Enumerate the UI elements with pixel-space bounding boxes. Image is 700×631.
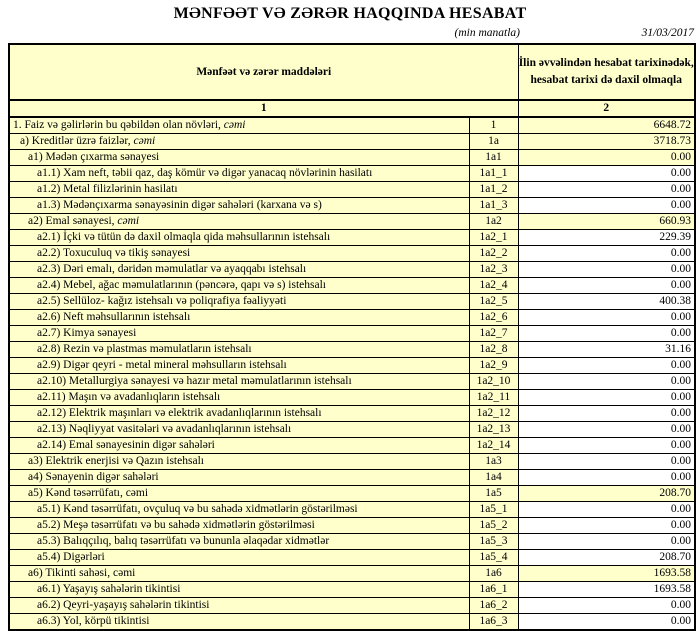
row-label: a2.5) Sellüloz- kağız istehsalı və poliqrafiya fəaliyyəti [9, 294, 469, 310]
row-label: a2.1) İçki və tütün də daxil olmaqla qida məhsullarının istehsalı [9, 230, 469, 246]
row-value-input-cell[interactable]: 0.00 [518, 310, 695, 326]
row-label: a1.2) Metal filizlərinin hasilatı [9, 182, 469, 198]
report-table [8, 43, 696, 631]
row-code: 1a1_3 [469, 198, 518, 214]
table-row [9, 566, 695, 582]
table-row [9, 342, 695, 358]
row-label-italic-suffix: cəmi [220, 119, 246, 131]
table-row [9, 294, 695, 310]
row-label-italic-suffix: cəmi [130, 135, 156, 147]
row-code: 1a5_3 [469, 534, 518, 550]
row-label: a2.7) Kimya sənayesi [9, 326, 469, 342]
row-label: a2.10) Metallurgiya sənayesi və hazır metal məmulatlarının istehsalı [9, 374, 469, 390]
row-label: a3) Elektrik enerjisi və Qazın istehsalı [9, 454, 469, 470]
row-code: 1a2_5 [469, 294, 518, 310]
row-label: a5.4) Digərləri [9, 550, 469, 566]
row-value-input-cell[interactable]: 208.70 [518, 550, 695, 566]
row-value-input-cell[interactable]: 0.00 [518, 534, 695, 550]
table-row [9, 438, 695, 454]
value-column-header: İlin əvvəlindən hesabat tarixinədək, hesabat tarixi də daxil olmaqla [518, 44, 695, 100]
row-code: 1a6_2 [469, 598, 518, 614]
row-label: a2.14) Emal sənayesinin digər sahələri [9, 438, 469, 454]
row-value-input-cell[interactable]: 0.00 [518, 422, 695, 438]
row-value-input-cell[interactable]: 0.00 [518, 406, 695, 422]
table-row [9, 518, 695, 534]
row-code: 1a6_3 [469, 614, 518, 631]
table-row [9, 582, 695, 598]
row-value-total-cell: 208.70 [518, 486, 695, 502]
report-meta [8, 27, 694, 42]
row-label: a2.11) Maşın və avadanlıqların istehsalı [9, 390, 469, 406]
items-column-header: Mənfəət və zərər maddələri [9, 44, 518, 100]
row-label: a2) Emal sənayesi, cəmi [9, 214, 469, 230]
table-row [9, 470, 695, 486]
row-code: 1a2_14 [469, 438, 518, 454]
table-row [9, 326, 695, 342]
row-code: 1a2_2 [469, 246, 518, 262]
row-label: a5.3) Balıqçılıq, balıq təsərrüfatı və bununla əlaqədar xidmətlər [9, 534, 469, 550]
row-code: 1a2_12 [469, 406, 518, 422]
row-code: 1a4 [469, 470, 518, 486]
row-label: a2.9) Digər qeyri - metal mineral məhsulların istehsalı [9, 358, 469, 374]
row-label: a2.12) Elektrik maşınları və elektrik avadanlıqlarının istehsalı [9, 406, 469, 422]
row-value-input-cell[interactable]: 1693.58 [518, 582, 695, 598]
table-row [9, 150, 695, 166]
row-code: 1a2_9 [469, 358, 518, 374]
row-label: a2.6) Neft məhsullarının istehsalı [9, 310, 469, 326]
row-label: 1. Faiz və gəlirlərin bu qəbildən olan növləri, cəmi [9, 117, 469, 134]
row-value-input-cell[interactable]: 0.00 [518, 614, 695, 631]
report-date: 31/03/2017 [641, 27, 694, 39]
row-value-input-cell[interactable]: 0.00 [518, 262, 695, 278]
row-label: a) Kreditlər üzrə faizlər, cəmi [9, 134, 469, 150]
table-row [9, 246, 695, 262]
row-code: 1a5_4 [469, 550, 518, 566]
row-value-total-cell: 660.93 [518, 214, 695, 230]
row-value-input-cell[interactable]: 0.00 [518, 166, 695, 182]
row-code: 1a1 [469, 150, 518, 166]
row-code: 1a2_13 [469, 422, 518, 438]
row-code: 1a6_1 [469, 582, 518, 598]
row-code: 1a6 [469, 566, 518, 582]
row-code: 1a5 [469, 486, 518, 502]
report-table-header [9, 44, 695, 117]
row-label: a2.4) Mebel, ağac məmulatlarının (pəncərə, qapı və s) istehsalı [9, 278, 469, 294]
row-value-input-cell[interactable]: 0.00 [518, 326, 695, 342]
table-row [9, 534, 695, 550]
row-label: a2.8) Rezin və plastmas məmulatların istehsalı [9, 342, 469, 358]
row-label: a4) Sənayenin digər sahələri [9, 470, 469, 486]
row-value-input-cell[interactable]: 229.39 [518, 230, 695, 246]
row-label: a6.1) Yaşayış sahələrin tikintisi [9, 582, 469, 598]
table-row [9, 390, 695, 406]
row-value-input-cell[interactable]: 0.00 [518, 390, 695, 406]
table-row [9, 278, 695, 294]
row-code: 1a2_1 [469, 230, 518, 246]
report-table-body [9, 117, 695, 630]
column-number-items: 1 [9, 100, 518, 117]
table-row [9, 134, 695, 150]
row-code: 1a2_11 [469, 390, 518, 406]
table-row [9, 198, 695, 214]
row-label: a5) Kənd təsərrüfatı, cəmi [9, 486, 469, 502]
row-code: 1a2_4 [469, 278, 518, 294]
row-label: a1.3) Mədənçıxarma sənayəsinin digər sahələri (karxana və s) [9, 198, 469, 214]
report-title: MƏNFƏƏT VƏ ZƏRƏR HAQQINDA HESABAT [173, 5, 527, 22]
row-value-input-cell[interactable]: 0.00 [518, 598, 695, 614]
row-label: a1) Mədən çıxarma sənayesi [9, 150, 469, 166]
table-row [9, 214, 695, 230]
row-value-total-cell: 1693.58 [518, 566, 695, 582]
table-row [9, 230, 695, 246]
row-value-input-cell[interactable]: 0.00 [518, 374, 695, 390]
row-value-total-cell: 0.00 [518, 150, 695, 166]
row-label: a5.2) Meşə təsərrüfatı və bu sahədə xidmətlərin göstərilməsi [9, 518, 469, 534]
table-row [9, 117, 695, 134]
row-code: 1a [469, 134, 518, 150]
table-row [9, 182, 695, 198]
row-code: 1a3 [469, 454, 518, 470]
row-value-input-cell[interactable]: 0.00 [518, 518, 695, 534]
row-value-input-cell[interactable]: 0.00 [518, 502, 695, 518]
row-code: 1a5_1 [469, 502, 518, 518]
table-row [9, 166, 695, 182]
row-value-input-cell[interactable]: 31.16 [518, 342, 695, 358]
row-code: 1a2_6 [469, 310, 518, 326]
row-code: 1a1_2 [469, 182, 518, 198]
row-value-input-cell[interactable]: 0.00 [518, 246, 695, 262]
row-code: 1a2_3 [469, 262, 518, 278]
row-label: a1.1) Xam neft, təbii qaz, daş kömür və digər yanacaq növlərinin hasilatı [9, 166, 469, 182]
row-code: 1a1_1 [469, 166, 518, 182]
column-number-value: 2 [518, 100, 695, 117]
row-code: 1a2_10 [469, 374, 518, 390]
row-label: a6.3) Yol, körpü tikintisi [9, 614, 469, 631]
table-row [9, 502, 695, 518]
row-code: 1 [469, 117, 518, 134]
row-value-input-cell[interactable]: 0.00 [518, 358, 695, 374]
row-value-input-cell[interactable]: 0.00 [518, 182, 695, 198]
row-value-input-cell[interactable]: 400.38 [518, 294, 695, 310]
table-row [9, 486, 695, 502]
row-value-total-cell: 3718.73 [518, 134, 695, 150]
units-note: (min manatla) [454, 27, 520, 39]
row-label: a2.2) Toxuculuq və tikiş sənayesi [9, 246, 469, 262]
row-code: 1a2_7 [469, 326, 518, 342]
row-code: 1a2 [469, 214, 518, 230]
table-row [9, 550, 695, 566]
row-label: a2.13) Nəqliyyat vasitələri və avadanlıqlarının istehsalı [9, 422, 469, 438]
row-label: a5.1) Kənd təsərrüfatı, ovçuluq və bu sahədə xidmətlərin göstərilməsi [9, 502, 469, 518]
row-code: 1a5_2 [469, 518, 518, 534]
row-value-input-cell[interactable]: 0.00 [518, 454, 695, 470]
table-row [9, 422, 695, 438]
row-value-input-cell[interactable]: 0.00 [518, 278, 695, 294]
row-label-italic-suffix: cəmi [114, 215, 140, 227]
table-row [9, 310, 695, 326]
table-row [9, 406, 695, 422]
row-value-input-cell[interactable]: 0.00 [518, 438, 695, 454]
row-value-total-cell: 6648.72 [518, 117, 695, 134]
row-label: a6) Tikinti sahəsi, cəmi [9, 566, 469, 582]
row-code: 1a2_8 [469, 342, 518, 358]
table-row [9, 262, 695, 278]
table-row [9, 374, 695, 390]
row-label: a2.3) Dəri emalı, dəridən məmulatlar və ayaqqabı istehsalı [9, 262, 469, 278]
table-row [9, 598, 695, 614]
table-row [9, 454, 695, 470]
row-value-input-cell[interactable]: 0.00 [518, 470, 695, 486]
row-label: a6.2) Qeyri-yaşayış sahələrin tikintisi [9, 598, 469, 614]
table-row [9, 358, 695, 374]
row-value-input-cell[interactable]: 0.00 [518, 198, 695, 214]
table-row [9, 614, 695, 631]
